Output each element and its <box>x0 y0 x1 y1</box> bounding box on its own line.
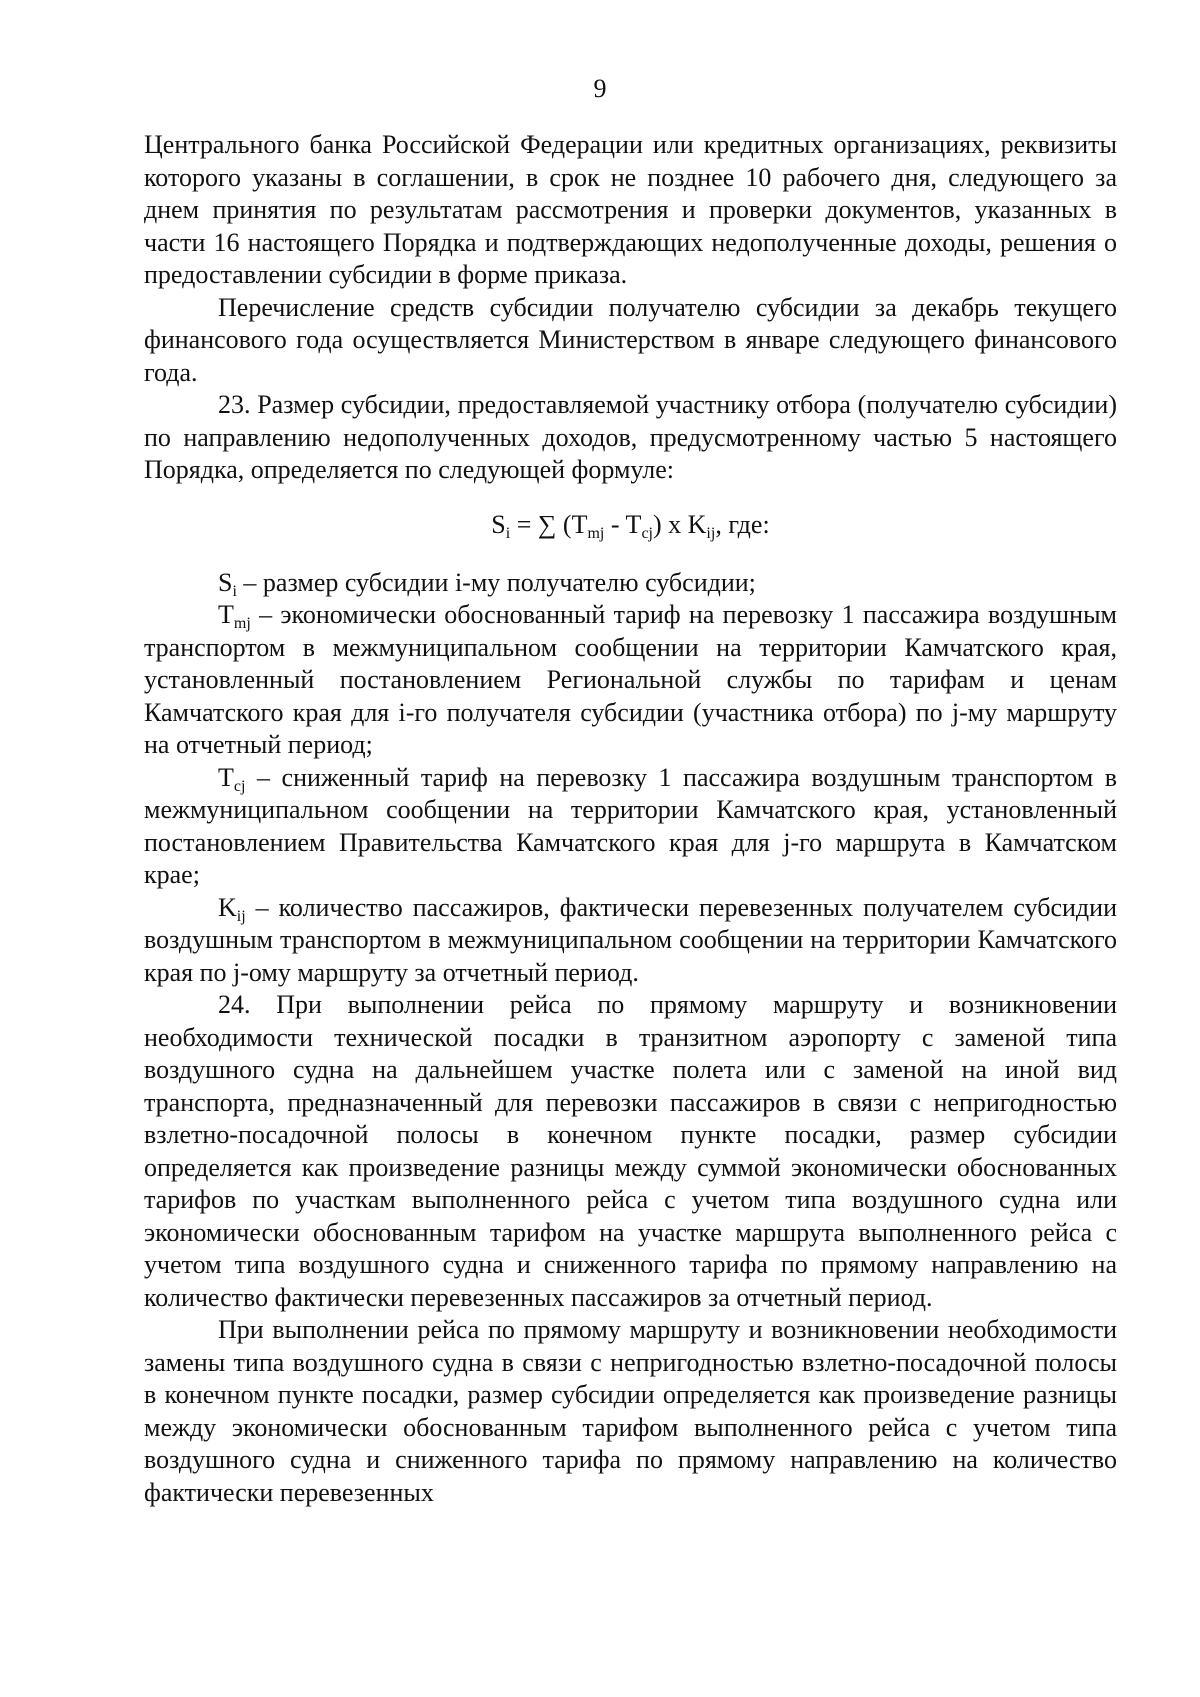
definition-symbol: T <box>218 762 234 792</box>
document-body <box>144 129 1117 1509</box>
definition-text: – размер субсидии i-му получателю субсидии; <box>236 567 756 597</box>
definition-symbol: S <box>218 567 233 597</box>
formula-t1-sub: mj <box>587 524 605 542</box>
formula-tail: , где: <box>715 509 770 539</box>
page-number: 9 <box>593 74 607 103</box>
paragraph-december-transfer: Перечисление средств субсидии получателю субсидии за декабрь текущего финансового года осуществляется Министерством в январе следующего финансового года. <box>144 292 1117 387</box>
formula-mid: = ∑ (T <box>510 509 588 539</box>
definition-text: – экономически обоснованный тариф на перевозку 1 пассажира воздушным транспортом в межмуниципальном сообщении на территории Камчатского края, установленный постановлением Региональной службы по тарифам и ценам Камчатского края для i-го получателя субсидии (участника отбора) по j-му маршруту на отчетный период; <box>144 600 1117 759</box>
definition-tmj <box>144 599 1117 762</box>
formula-t2-sub: cj <box>641 524 653 542</box>
subsidy-formula <box>144 509 1117 541</box>
definition-text: – количество пассажиров, фактически перевезенных получателем субсидии воздушным транспортом в межмуниципальном сообщении на территории Камчатского края по j-ому маршруту за отчетный период. <box>144 892 1117 987</box>
formula-minus: - T <box>604 509 642 539</box>
definition-si <box>144 567 1117 600</box>
definition-subscript: i <box>232 582 237 600</box>
definition-subscript: ij <box>236 907 246 925</box>
paragraph-bank-requisites: Центрального банка Российской Федерации или кредитных организациях, реквизиты которого указаны в соглашении, в срок не позднее 10 рабочего дня, следующего за днем принятия по результатам рассмотрения и проверки документов, указанных в части 16 настоящего Порядка и подтверждающих недополученные доходы, решения о предоставлении субсидии в форме приказа. <box>144 130 1117 289</box>
definition-symbol: T <box>218 600 234 629</box>
paragraph-24-technical-landing: 24. При выполнении рейса по прямому маршруту и возникновении необходимости технической посадки в транзитном аэропорту с заменой типа воздушного судна на дальнейшем участке полета или с заменой на иной вид транспорта, предназначенный для перевозки пассажиров в связи с непригодностью взлетно-посадочной полосы в конечном пункте посадки, размер субсидии определяется как произведение разницы между суммой экономически обоснованных тарифов по участкам выполненного рейса с учетом типа воздушного судна или экономически обоснованным тарифом на участке маршрута выполненного рейса с учетом типа воздушного судна и сниженного тарифа по прямому направлению на количество фактически перевезенных пассажиров за отчетный период. <box>144 990 1117 1312</box>
definition-subscript: mj <box>233 615 251 632</box>
definition-subscript: cj <box>233 777 246 795</box>
definition-text: – сниженный тариф на перевозку 1 пассажира воздушным транспортом в межмуниципальном сообщении на территории Камчатского края, установленный постановлением Правительства Камчатского края для j-го маршрута в Камчатском крае; <box>144 762 1117 889</box>
definition-symbol: K <box>218 892 237 922</box>
formula-s: S <box>491 509 506 539</box>
definition-kij <box>144 892 1117 990</box>
formula-times: ) x K <box>652 509 707 539</box>
formula-k-sub: ij <box>706 524 716 542</box>
definition-tcj <box>144 762 1117 892</box>
paragraph-aircraft-type-change: При выполнении рейса по прямому маршруту и возникновении необходимости замены типа воздушного судна в связи с непригодностью взлетно-посадочной полосы в конечном пункте посадки, размер субсидии определяется как произведение разницы между экономически обоснованным тарифом выполненного рейса с учетом типа воздушного судна и сниженного тарифа по прямому направлению на количество фактически перевезенных <box>144 1315 1117 1507</box>
paragraph-23-subsidy-size: 23. Размер субсидии, предоставляемой участнику отбора (получателю субсидии) по направлению недополученных доходов, предусмотренному частью 5 настоящего Порядка, определяется по следующей формуле: <box>144 390 1117 484</box>
formula-s-sub: i <box>505 524 511 542</box>
